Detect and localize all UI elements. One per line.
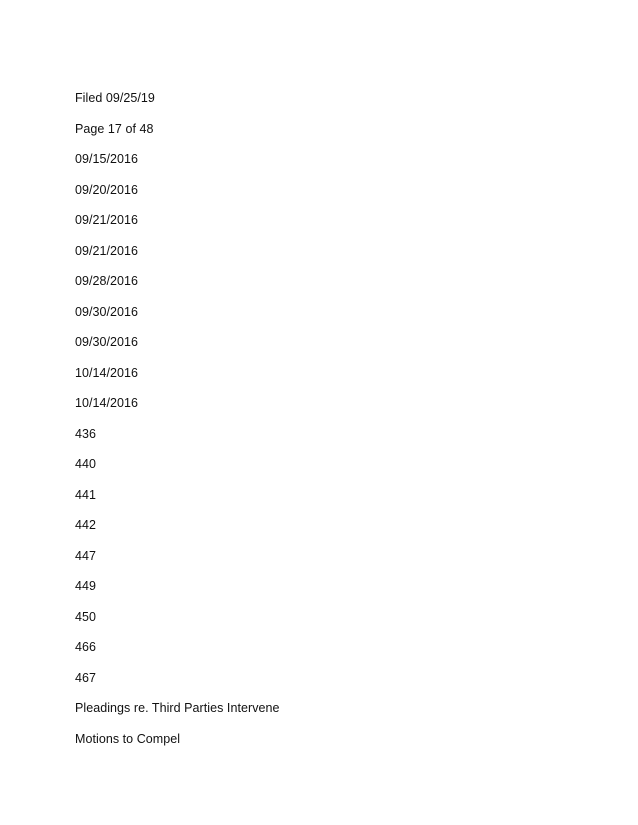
docket-number-line: 450	[75, 609, 97, 624]
date-line: 10/14/2016	[75, 396, 139, 410]
docket-number-line: 466	[75, 640, 97, 654]
section-heading-line: Motions to Compel	[75, 731, 181, 746]
docket-number-line: 449	[75, 579, 97, 593]
date-line: 09/30/2016	[75, 304, 139, 319]
filed-date-line: Filed 09/25/19	[75, 91, 155, 105]
section-heading-line: Pleadings re. Third Parties Intervene	[75, 701, 280, 715]
date-line: 09/28/2016	[75, 274, 139, 288]
date-line: 10/14/2016	[75, 365, 139, 380]
date-line: 09/30/2016	[75, 335, 139, 349]
docket-number-line: 447	[75, 548, 97, 563]
docket-number-line: 467	[75, 670, 97, 685]
date-line: 09/20/2016	[75, 182, 139, 197]
docket-number-line: 442	[75, 518, 97, 532]
date-line: 09/15/2016	[75, 152, 139, 166]
document-text-lines	[75, 89, 280, 760]
docket-number-line: 441	[75, 487, 97, 502]
page-number-line: Page 17 of 48	[75, 121, 154, 136]
docket-number-line: 440	[75, 457, 97, 471]
date-line: 09/21/2016	[75, 243, 139, 258]
date-line: 09/21/2016	[75, 213, 139, 227]
docket-number-line: 436	[75, 426, 97, 441]
